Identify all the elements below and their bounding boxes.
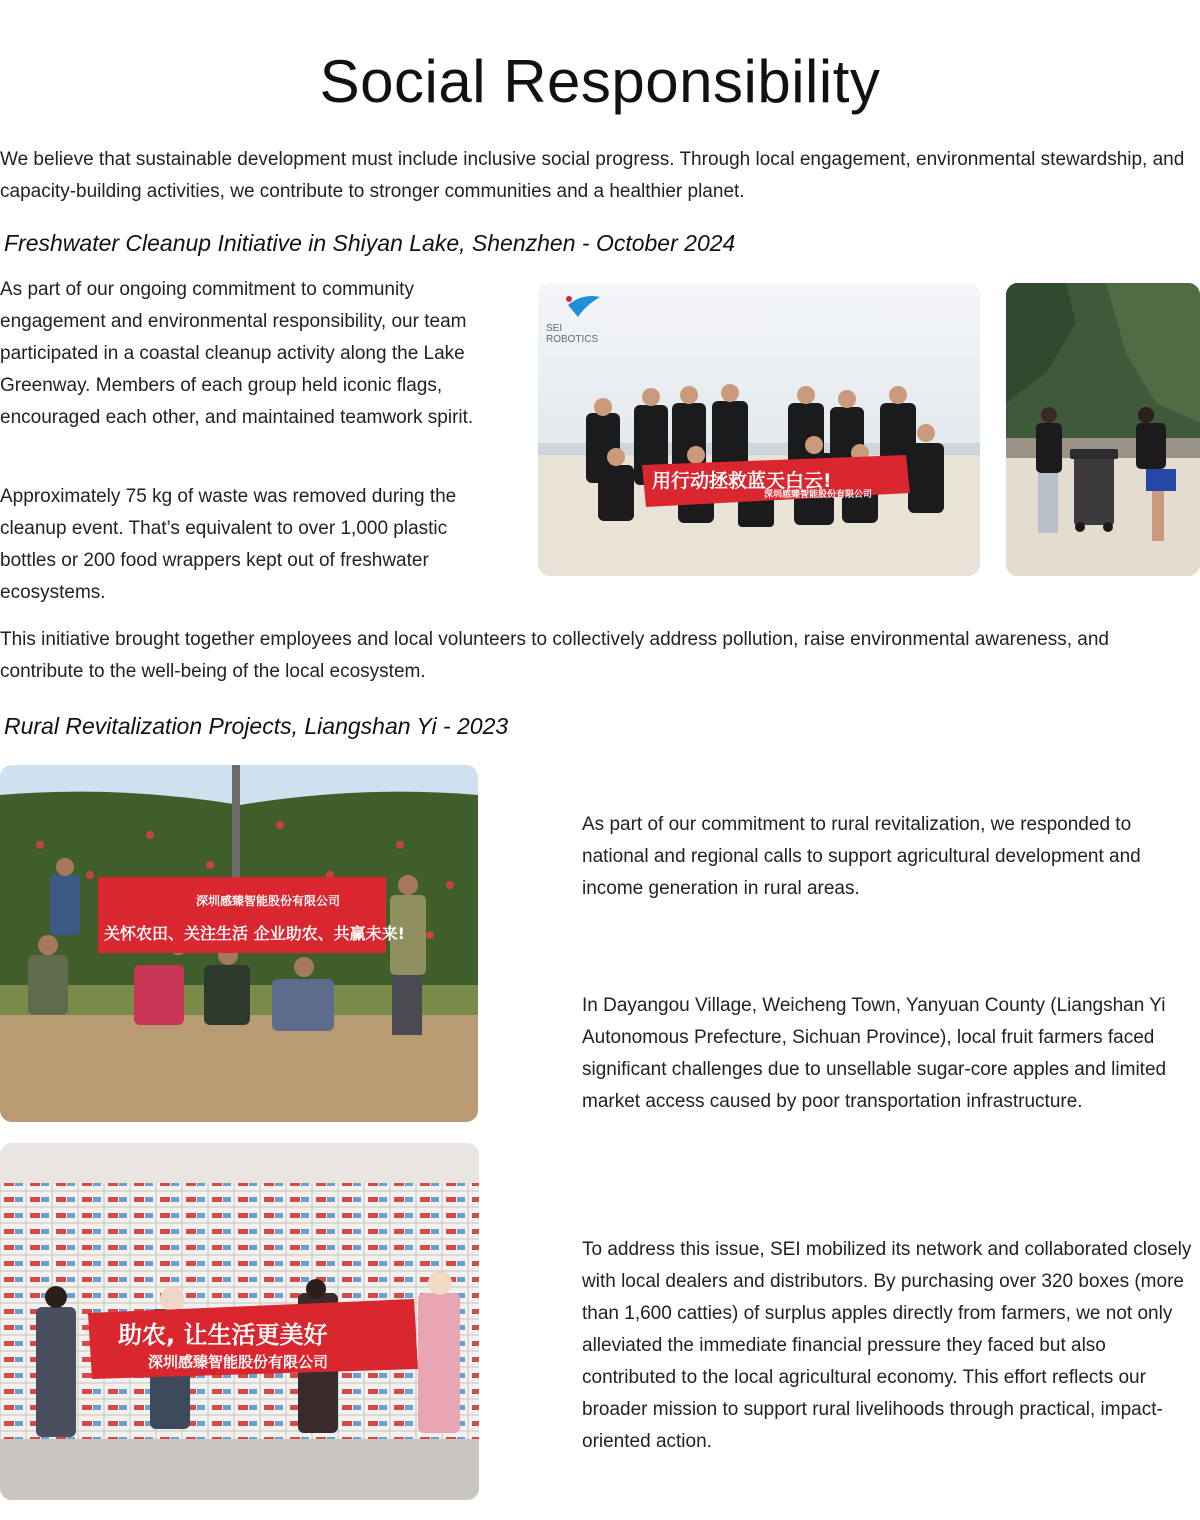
rural-orchard-photo <box>0 765 478 1122</box>
cleanup-paragraph-3: This initiative brought together employees and local volunteers to collectively address pollution, raise environmental awareness, and contribute to the well-being of the local ecosystem. <box>0 629 1109 682</box>
cleanup-banner-main: 用行动拯救蓝天白云! <box>652 470 832 492</box>
section-heading-cleanup: Freshwater Cleanup Initiative in Shiyan Lake, Shenzhen - October 2024 <box>4 230 736 256</box>
rural-apple-boxes-photo <box>0 1143 479 1500</box>
orchard-banner-company: 深圳感臻智能股份有限公司 <box>196 894 341 908</box>
section-heading-rural: Rural Revitalization Projects, Liangshan Yi - 2023 <box>4 713 509 739</box>
cleanup-banner-sub: 深圳感臻智能股份有限公司 <box>764 490 873 500</box>
orchard-banner-main: 关怀农田、关注生活 企业助农、共赢未来! <box>104 924 405 943</box>
logo-text-line2: ROBOTICS <box>546 334 599 345</box>
cleanup-paragraph-2: Approximately 75 kg of waste was removed during the cleanup event. That’s equivalent to over 1,000 plastic bottles or 200 food wrappers kept out of freshwater ecosystems. <box>0 486 457 603</box>
apple-banner-main: 助农, 让生活更美好 <box>118 1321 328 1349</box>
cleanup-trash-bin-photo <box>1006 283 1200 576</box>
apple-banner-sub: 深圳感臻智能股份有限公司 <box>148 1353 329 1371</box>
page-title: Social Responsibility <box>319 48 881 115</box>
rural-paragraph-1: As part of our commitment to rural revitalization, we responded to national and regional calls to support agricultural development and income generation in rural areas. <box>582 814 1141 899</box>
rural-paragraph-3: To address this issue, SEI mobilized its network and collaborated closely with local dealers and distributors. By purchasing over 320 boxes (more than 1,600 catties) of surplus apples directly from farmers, we not only alleviated the immediate financial pressure they faced but also contributed to the local agricultural economy. This effort reflects our broader mission to support rural livelihoods through practical, impact-oriented action. <box>582 1239 1192 1452</box>
intro-paragraph: We believe that sustainable development must include inclusive social progress. Through local engagement, environmental stewardship, and capacity-building activities, we contribute to stronger communities and a healthier planet. <box>0 149 1185 202</box>
cleanup-paragraph-1: As part of our ongoing commitment to community engagement and environmental responsibility, our team participated in a coastal cleanup activity along the Lake Greenway. Members of each group held iconic flags, encouraged each other, and maintained teamwork spirit. <box>0 279 474 428</box>
cleanup-group-photo <box>538 283 980 576</box>
logo-text-line1: SEI <box>546 323 563 334</box>
rural-paragraph-2: In Dayangou Village, Weicheng Town, Yanyuan County (Liangshan Yi Autonomous Prefecture, Sichuan Province), local fruit farmers faced significant challenges due to unsellable sugar-core apples and limited market access caused by poor transportation infrastructure. <box>582 995 1167 1112</box>
